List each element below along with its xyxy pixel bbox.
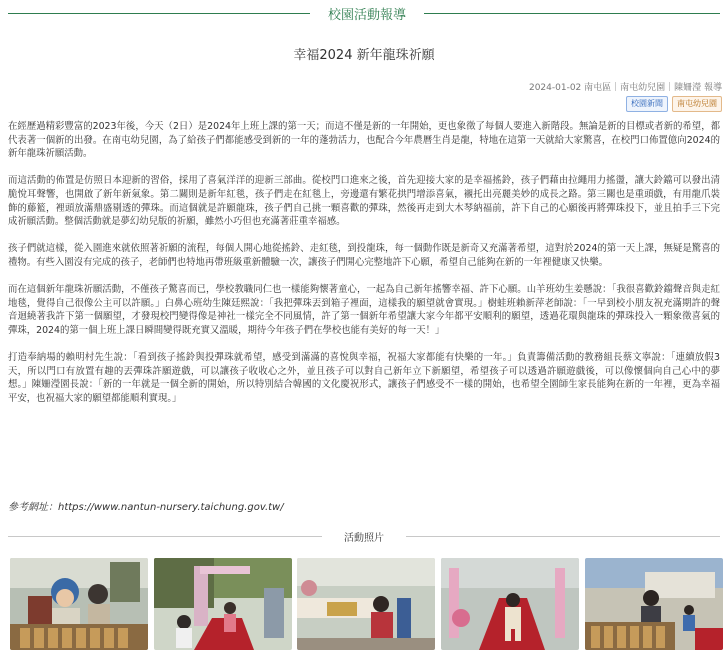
photo-image bbox=[297, 558, 435, 650]
section-title: 校園活動報導 bbox=[327, 8, 406, 23]
article-tags bbox=[626, 96, 722, 112]
header-rule-right bbox=[424, 13, 720, 14]
photos-rule-left bbox=[8, 536, 322, 537]
photo-thumbnail[interactable] bbox=[585, 558, 723, 650]
photos-rule-right bbox=[406, 536, 720, 537]
photo-thumbnail[interactable] bbox=[441, 558, 579, 650]
photo-image bbox=[10, 558, 148, 650]
photo-thumbnail[interactable] bbox=[297, 558, 435, 650]
photos-header bbox=[0, 528, 728, 546]
photo-thumbnail[interactable] bbox=[154, 558, 292, 650]
reference-link[interactable]: https://www.nantun-nursery.taichung.gov.tw/ bbox=[58, 502, 284, 513]
photo-thumbnail[interactable] bbox=[10, 558, 148, 650]
tag-school[interactable]: 南屯幼兒園 bbox=[672, 96, 722, 112]
section-header bbox=[0, 0, 728, 28]
photo-image bbox=[441, 558, 579, 650]
header-rule-left bbox=[8, 13, 310, 14]
article-paragraph: 打造奉納場的賴明村先生說：「看到孩子搖鈴與投彈珠就希望，感受到滿滿的喜悅與幸福，祝福大家都能有快樂的一年。」負責籌備活動的教務組長蔡文寧說：「連續放假3天，所以門口有放置有趣的丟彈珠許願遊戲，可以讓孩子收收心之外，並且孩子可以對自己新年立下新願望，希望孩子可以透過許願遊戲後，可以像懷個向自己心中的夢想。」陳姍瀅園長說：「新的一年就是一個全新的開始，所以特別結合韓國的文化慶祝形式，讓孩子們感受不一樣的開始，也希望全園師生家長能夠在新的一年裡，更為幸福平安，也祝福大家的願望都能順利實現。」 bbox=[8, 352, 720, 404]
article-paragraph: 在經歷過精彩豐富的2023年後，今天（2日）是2024年上班上課的第一天；而這不僅是新的一年開始，更也象徵了每個人要進入新階段。無論是新的目標或者新的希望，都代表著一個新的出發。在南屯幼兒園，為了給孩子們都能感受到新的一年的蓬勃活力，也配合今年農曆生肖是龍，特地在這第一天就給大家驚喜，在校門口佈置億向2024的新年龍珠祈願活動。 bbox=[8, 121, 720, 160]
article-paragraph: 而這活動的佈置是仿照日本迎新的習俗，採用了喜氣洋洋的迎新三部曲。從校門口進來之後，首先迎接大家的是幸福搖鈴，孩子們藉由拉繩用力搖盪，讓大鈴鐺可以發出清脆悅耳聲響，也開啟了新年新氣象。第二關則是新年紅毯，孩子們走在紅毯上，旁邊還有繁花拱門增添喜氣，襯托出亮麗美妙的成長之路。第三關也是重頭戲，有用龍爪裝飾的藤籃，裡頭放滿鼎盛剔透的彈珠。而這個就是許願龍珠，孩子們自己挑一顆喜歡的彈珠，然後再走到大木琴納福前，許下自己的心願後再將彈珠投下，並且拍手三下完成祈願活動。整個活動就是夢幻幼兒版的祈願，雖然小巧但也充滿著莊重幸福感。 bbox=[8, 175, 720, 228]
tag-news[interactable]: 校園新聞 bbox=[626, 96, 668, 112]
article-body bbox=[8, 120, 720, 419]
reference-label: 參考網址： bbox=[8, 502, 58, 513]
article-paragraph: 而在這個新年龍珠祈願活動，不僅孩子驚喜而已，學校教職同仁也一樣能夠懷著童心，一起為自己新年搖響幸福、許下心願。山羊班幼生姜懸說：「我很喜歡鈴鐺聲音與走紅地毯，覺得自己很像公主可以許願。」白鼻心班幼生陳廷熙說：「我把彈珠丟到箱子裡面，這樣我的願望就會實現。」樹蛙班賴新萍老師說：「一早到校小朋友祝充滿期許的聲音迴繞著我許下第一個願望，才發現校門變得像是神社一樣完全不同風情，許了第一個新年希望讓大家今年都平安順利的願望，透過花環與龍珠的彈珠投入一顆象徵喜氣的彈珠，2024的第一個上班上課日瞬間變得既充實又溫暖，期待今年孩子們在學校也能有美好的每一天！」 bbox=[8, 284, 720, 336]
article-paragraph: 孩子們就這樣，從入園進來就依照著祈願的流程，每個人開心地從搖鈴、走紅毯，到投龍珠，每一個動作既是新奇又充滿著希望，這對於2024的第一天上課，無疑是驚喜的禮物。有些入園沒有完成的孩子，老師們也特地再帶班級重新體驗一次，讓孩子們開心完整地許下心願，希望自己能夠在新的一年裡健康又快樂。 bbox=[8, 243, 720, 268]
article-title: 幸福2024 新年龍珠祈願 bbox=[293, 48, 435, 63]
photos-title: 活動照片 bbox=[344, 533, 384, 544]
article-meta: 2024-01-02 南屯區｜南屯幼兒園｜陳姍瀅 報導 bbox=[528, 83, 722, 93]
reference bbox=[8, 498, 284, 513]
photo-image bbox=[154, 558, 292, 650]
photo-image bbox=[585, 558, 723, 650]
